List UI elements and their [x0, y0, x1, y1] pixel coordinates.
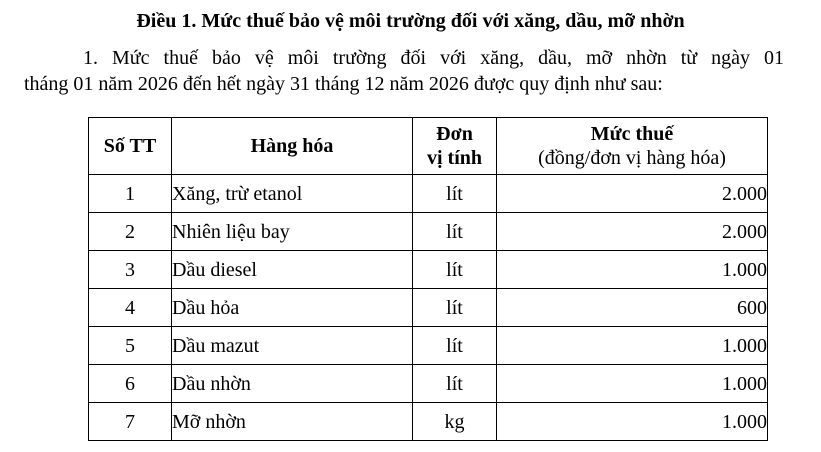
cell-stt: 1 [89, 175, 172, 213]
cell-stt: 7 [89, 403, 172, 441]
paragraph-line-1: 1. Mức thuế bảo vệ môi trường đối với xăng, dầu, mỡ nhờn từ ngày 01 [83, 47, 784, 69]
cell-rate: 1.000 [497, 403, 768, 441]
tax-rate-table [88, 117, 768, 441]
header-unit [413, 118, 497, 175]
cell-goods: Dầu diesel [172, 251, 413, 289]
table-row [89, 327, 768, 365]
header-unit-line-1: Đơn [436, 123, 473, 145]
article-paragraph [24, 45, 784, 97]
cell-stt: 6 [89, 365, 172, 403]
header-unit-line-2: vị tính [426, 147, 483, 169]
article-title: Điều 1. Mức thuế bảo vệ môi trường đối với xăng, dầu, mỡ nhờn [136, 10, 685, 32]
cell-stt: 3 [89, 251, 172, 289]
cell-unit: lít [413, 327, 497, 365]
cell-unit: kg [413, 403, 497, 441]
table-row [89, 365, 768, 403]
cell-rate: 2.000 [497, 213, 768, 251]
header-rate-line-2: (đồng/đơn vị hàng hóa) [538, 147, 726, 169]
cell-unit: lít [413, 213, 497, 251]
cell-goods: Mỡ nhờn [172, 403, 413, 441]
cell-rate: 1.000 [497, 327, 768, 365]
cell-rate: 1.000 [497, 251, 768, 289]
cell-stt: 2 [89, 213, 172, 251]
cell-unit: lít [413, 175, 497, 213]
cell-goods: Dầu mazut [172, 327, 413, 365]
table-row [89, 251, 768, 289]
cell-rate: 1.000 [497, 365, 768, 403]
cell-rate: 600 [497, 289, 768, 327]
cell-goods: Dầu hỏa [172, 289, 413, 327]
cell-unit: lít [413, 365, 497, 403]
table-row [89, 175, 768, 213]
cell-goods: Xăng, trừ etanol [172, 175, 413, 213]
cell-rate: 2.000 [497, 175, 768, 213]
cell-stt: 5 [89, 327, 172, 365]
cell-unit: lít [413, 289, 497, 327]
header-rate-line-1: Mức thuế [590, 123, 674, 145]
table-row [89, 213, 768, 251]
table-row [89, 403, 768, 441]
cell-unit: lít [413, 251, 497, 289]
header-rate [497, 118, 768, 175]
cell-goods: Dầu nhờn [172, 365, 413, 403]
table-header-row [89, 118, 768, 175]
header-stt: Số TT [89, 118, 172, 175]
table-row [89, 289, 768, 327]
header-goods: Hàng hóa [172, 118, 413, 175]
cell-goods: Nhiên liệu bay [172, 213, 413, 251]
paragraph-line-2: tháng 01 năm 2026 đến hết ngày 31 tháng 12 năm 2026 được quy định như sau: [24, 73, 663, 95]
cell-stt: 4 [89, 289, 172, 327]
